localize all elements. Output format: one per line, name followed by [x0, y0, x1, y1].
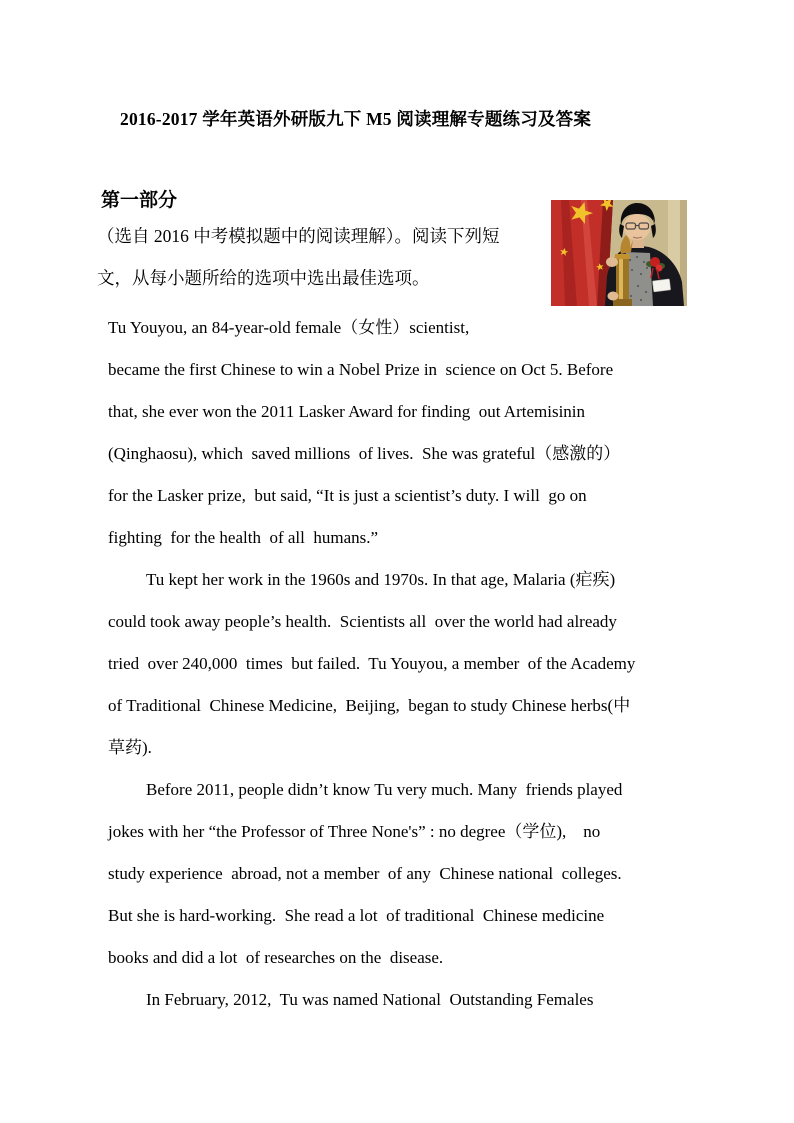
intro-line: （选自 2016 中考模拟题中的阅读理解）。阅读下列短 [97, 226, 500, 246]
passage-line: study experience abroad, not a member of any Chinese national colleges. [108, 864, 622, 883]
section-heading: 第一部分 [101, 190, 178, 211]
passage-line: jokes with her “the Professor of Three None's” : no degree（学位), no [108, 822, 601, 841]
name-badge-graphic [652, 279, 670, 292]
passage-line: books and did a lot of researches on the disease. [108, 948, 444, 967]
passage-line: But she is hard-working. She read a lot of traditional Chinese medicine [108, 906, 605, 925]
passage-line: for the Lasker prize, but said, “It is just a scientist’s duty. I will go on [108, 486, 587, 505]
tu-youyou-photo [551, 200, 687, 306]
document-title: 2016-2017 学年英语外研版九下 M5 阅读理解专题练习及答案 [120, 109, 592, 129]
passage-line: tried over 240,000 times but failed. Tu Youyou, a member of the Academy [108, 654, 636, 673]
intro-line: 文，从每小题所给的选项中选出最佳选项。 [97, 268, 430, 288]
passage-line: could took away people’s health. Scientists all over the world had already [108, 612, 617, 631]
passage-line: became the first Chinese to win a Nobel Prize in science on Oct 5. Before [108, 360, 614, 379]
passage-line: Tu kept her work in the 1960s and 1970s. In that age, Malaria (疟疾) [146, 570, 616, 589]
passage-line: Before 2011, people didn’t know Tu very much. Many friends played [146, 780, 623, 799]
passage-line: In February, 2012, Tu was named National Outstanding Females [146, 990, 594, 1009]
tu-youyou-photo-graphic [551, 200, 687, 306]
passage-line: that, she ever won the 2011 Lasker Award for finding out Artemisinin [108, 402, 586, 421]
passage-line: Tu Youyou, an 84-year-old female（女性）scientist, [108, 318, 470, 337]
passage-line: 草药). [108, 738, 152, 757]
passage-line: fighting for the health of all humans.” [108, 528, 379, 547]
passage-line: of Traditional Chinese Medicine, Beijing, began to study Chinese herbs(中 [108, 696, 631, 715]
passage-line: (Qinghaosu), which saved millions of lives. She was grateful（感激的） [108, 444, 621, 463]
